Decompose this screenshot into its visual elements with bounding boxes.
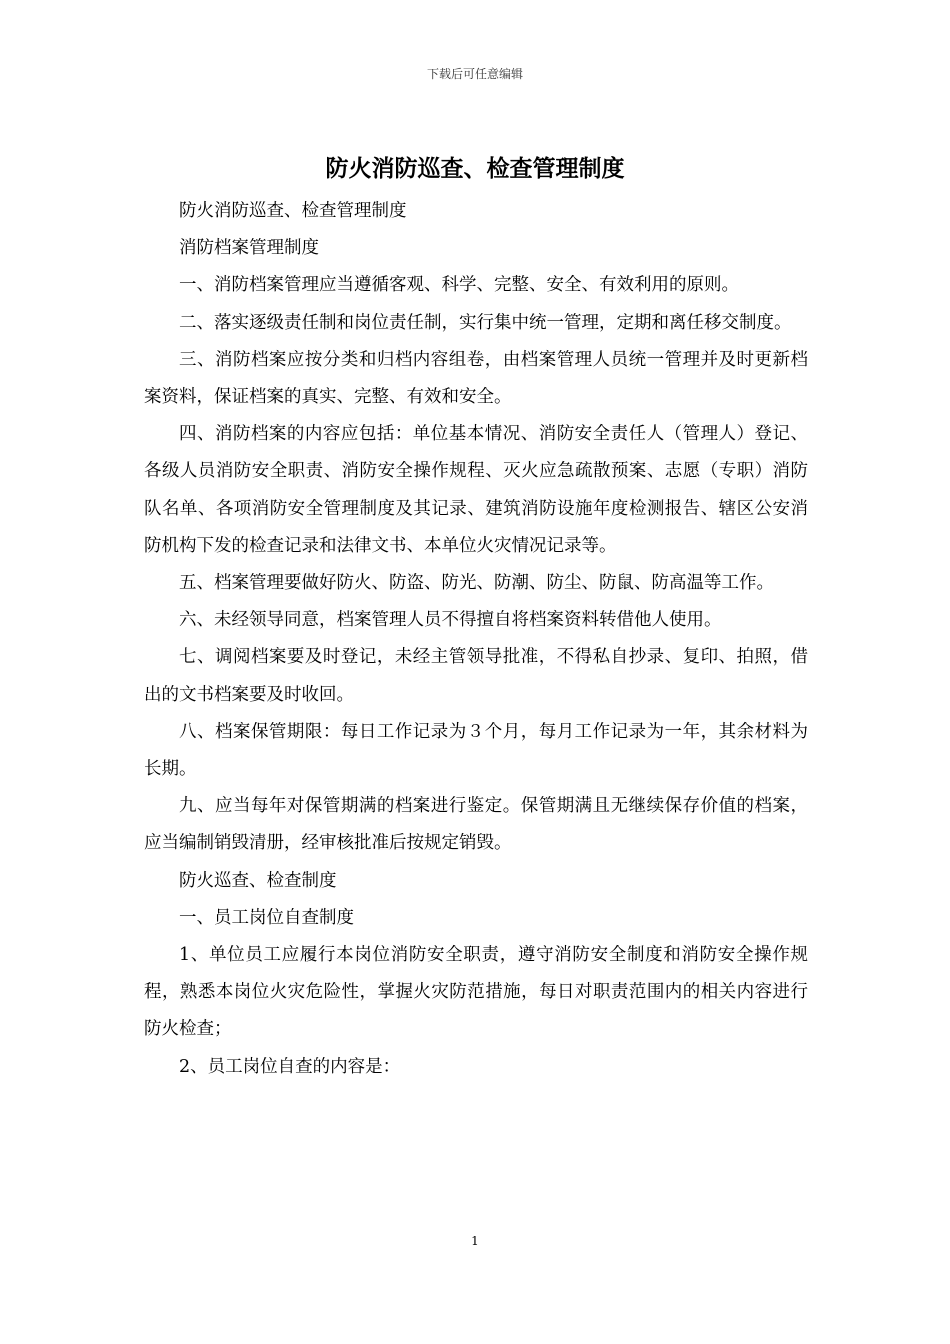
document-title: 防火消防巡查、检查管理制度: [325, 156, 625, 182]
paragraph: 九、应当每年对保管期满的档案进行鉴定。保管期满且无继续保存价值的档案，应当编制销毁清册，经审核批准后按规定销毁。: [144, 796, 808, 854]
paragraph: 2、员工岗位自查的内容是：: [179, 1056, 401, 1077]
paragraph: 五、档案管理要做好防火、防盗、防光、防潮、防尘、防鼠、防高温等工作。: [179, 573, 774, 594]
section-heading: 防火巡查、检查制度: [179, 870, 337, 891]
subsection-heading: 一、员工岗位自查制度: [179, 907, 354, 928]
page-header-note: 下载后可任意编辑: [426, 67, 523, 81]
paragraph: 八、档案保管期限：每日工作记录为３个月，每月工作记录为一年，其余材料为长期。: [144, 721, 808, 780]
page-number: 1: [471, 1234, 479, 1248]
paragraph: 1、单位员工应履行本岗位消防安全职责，遵守消防安全制度和消防安全操作规程，熟悉本岗位火灾危险性，掌握火灾防范措施，每日对职责范围内的相关内容进行防火检查；: [144, 945, 808, 1040]
paragraph: 消防档案管理制度: [179, 238, 319, 259]
paragraph: 一、消防档案管理应当遵循客观、科学、完整、安全、有效利用的原则。: [179, 275, 739, 296]
document-body: [144, 193, 808, 1086]
paragraph: 七、调阅档案要及时登记，未经主管领导批准，不得私自抄录、复印、拍照，借出的文书档案要及时收回。: [144, 647, 808, 705]
paragraph: 六、未经领导同意，档案管理人员不得擅自将档案资料转借他人使用。: [179, 610, 722, 631]
paragraph: 四、消防档案的内容应包括：单位基本情况、消防安全责任人（管理人）登记、各级人员消防安全职责、消防安全操作规程、灭火应急疏散预案、志愿（专职）消防队名单、各项消防安全管理制度及其记录、建筑消防设施年度检测报告、辖区公安消防机构下发的检查记录和法律文书、本单位火灾情况记录等。: [144, 424, 808, 556]
paragraph: 防火消防巡查、检查管理制度: [179, 201, 407, 221]
paragraph: 二、落实逐级责任制和岗位责任制，实行集中统一管理，定期和离任移交制度。: [179, 312, 792, 333]
paragraph: 三、消防档案应按分类和归档内容组卷，由档案管理人员统一管理并及时更新档案资料，保证档案的真实、完整、有效和安全。: [144, 349, 808, 408]
